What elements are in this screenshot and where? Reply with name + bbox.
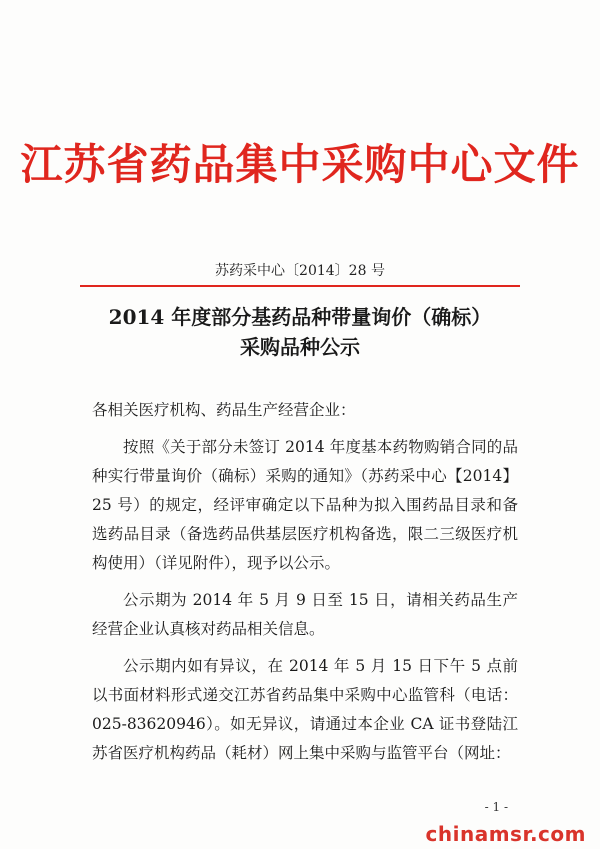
document-body xyxy=(92,396,518,776)
salutation: 各相关医疗机构、药品生产经营企业： xyxy=(92,401,356,419)
body-paragraph-2: 公示期为 2014 年 5 月 9 日至 15 日，请相关药品生产经营企业认真核对药品相关信息。 xyxy=(92,591,518,638)
notice-title-line-1: 2014 年度部分基药品种带量询价（确标） xyxy=(108,305,492,329)
notice-title-line-2: 采购品种公示 xyxy=(240,335,360,359)
notice-title xyxy=(0,302,600,362)
body-paragraph-3: 公示期内如有异议，在 2014 年 5 月 15 日下午 5 点前以书面材料形式递交江苏省药品集中采购中心监管科（电话：025-83620946）。如无异议，请通过本企业 CA 证书登陆江苏省医疗机构药品（耗材）网上集中采购与监管平台（网址： xyxy=(92,657,518,762)
document-number: 苏药采中心〔2014〕28 号 xyxy=(215,263,385,279)
page-number: - 1 - xyxy=(484,800,508,814)
site-watermark: chinamsr.com xyxy=(425,822,586,846)
issuing-authority-header: 江苏省药品集中采购中心文件 xyxy=(20,140,580,189)
body-paragraph-1: 按照《关于部分未签订 2014 年度基本药物购销合同的品种实行带量询价（确标）采购的通知》（苏药采中心【2014】25 号）的规定，经评审确定以下品种为拟入围药品目录和备选药品目录（备选药品供基层医疗机构备选，限二三级医疗机构使用）（详见附件），现予以公示。 xyxy=(92,438,518,572)
red-divider-line xyxy=(80,285,520,287)
